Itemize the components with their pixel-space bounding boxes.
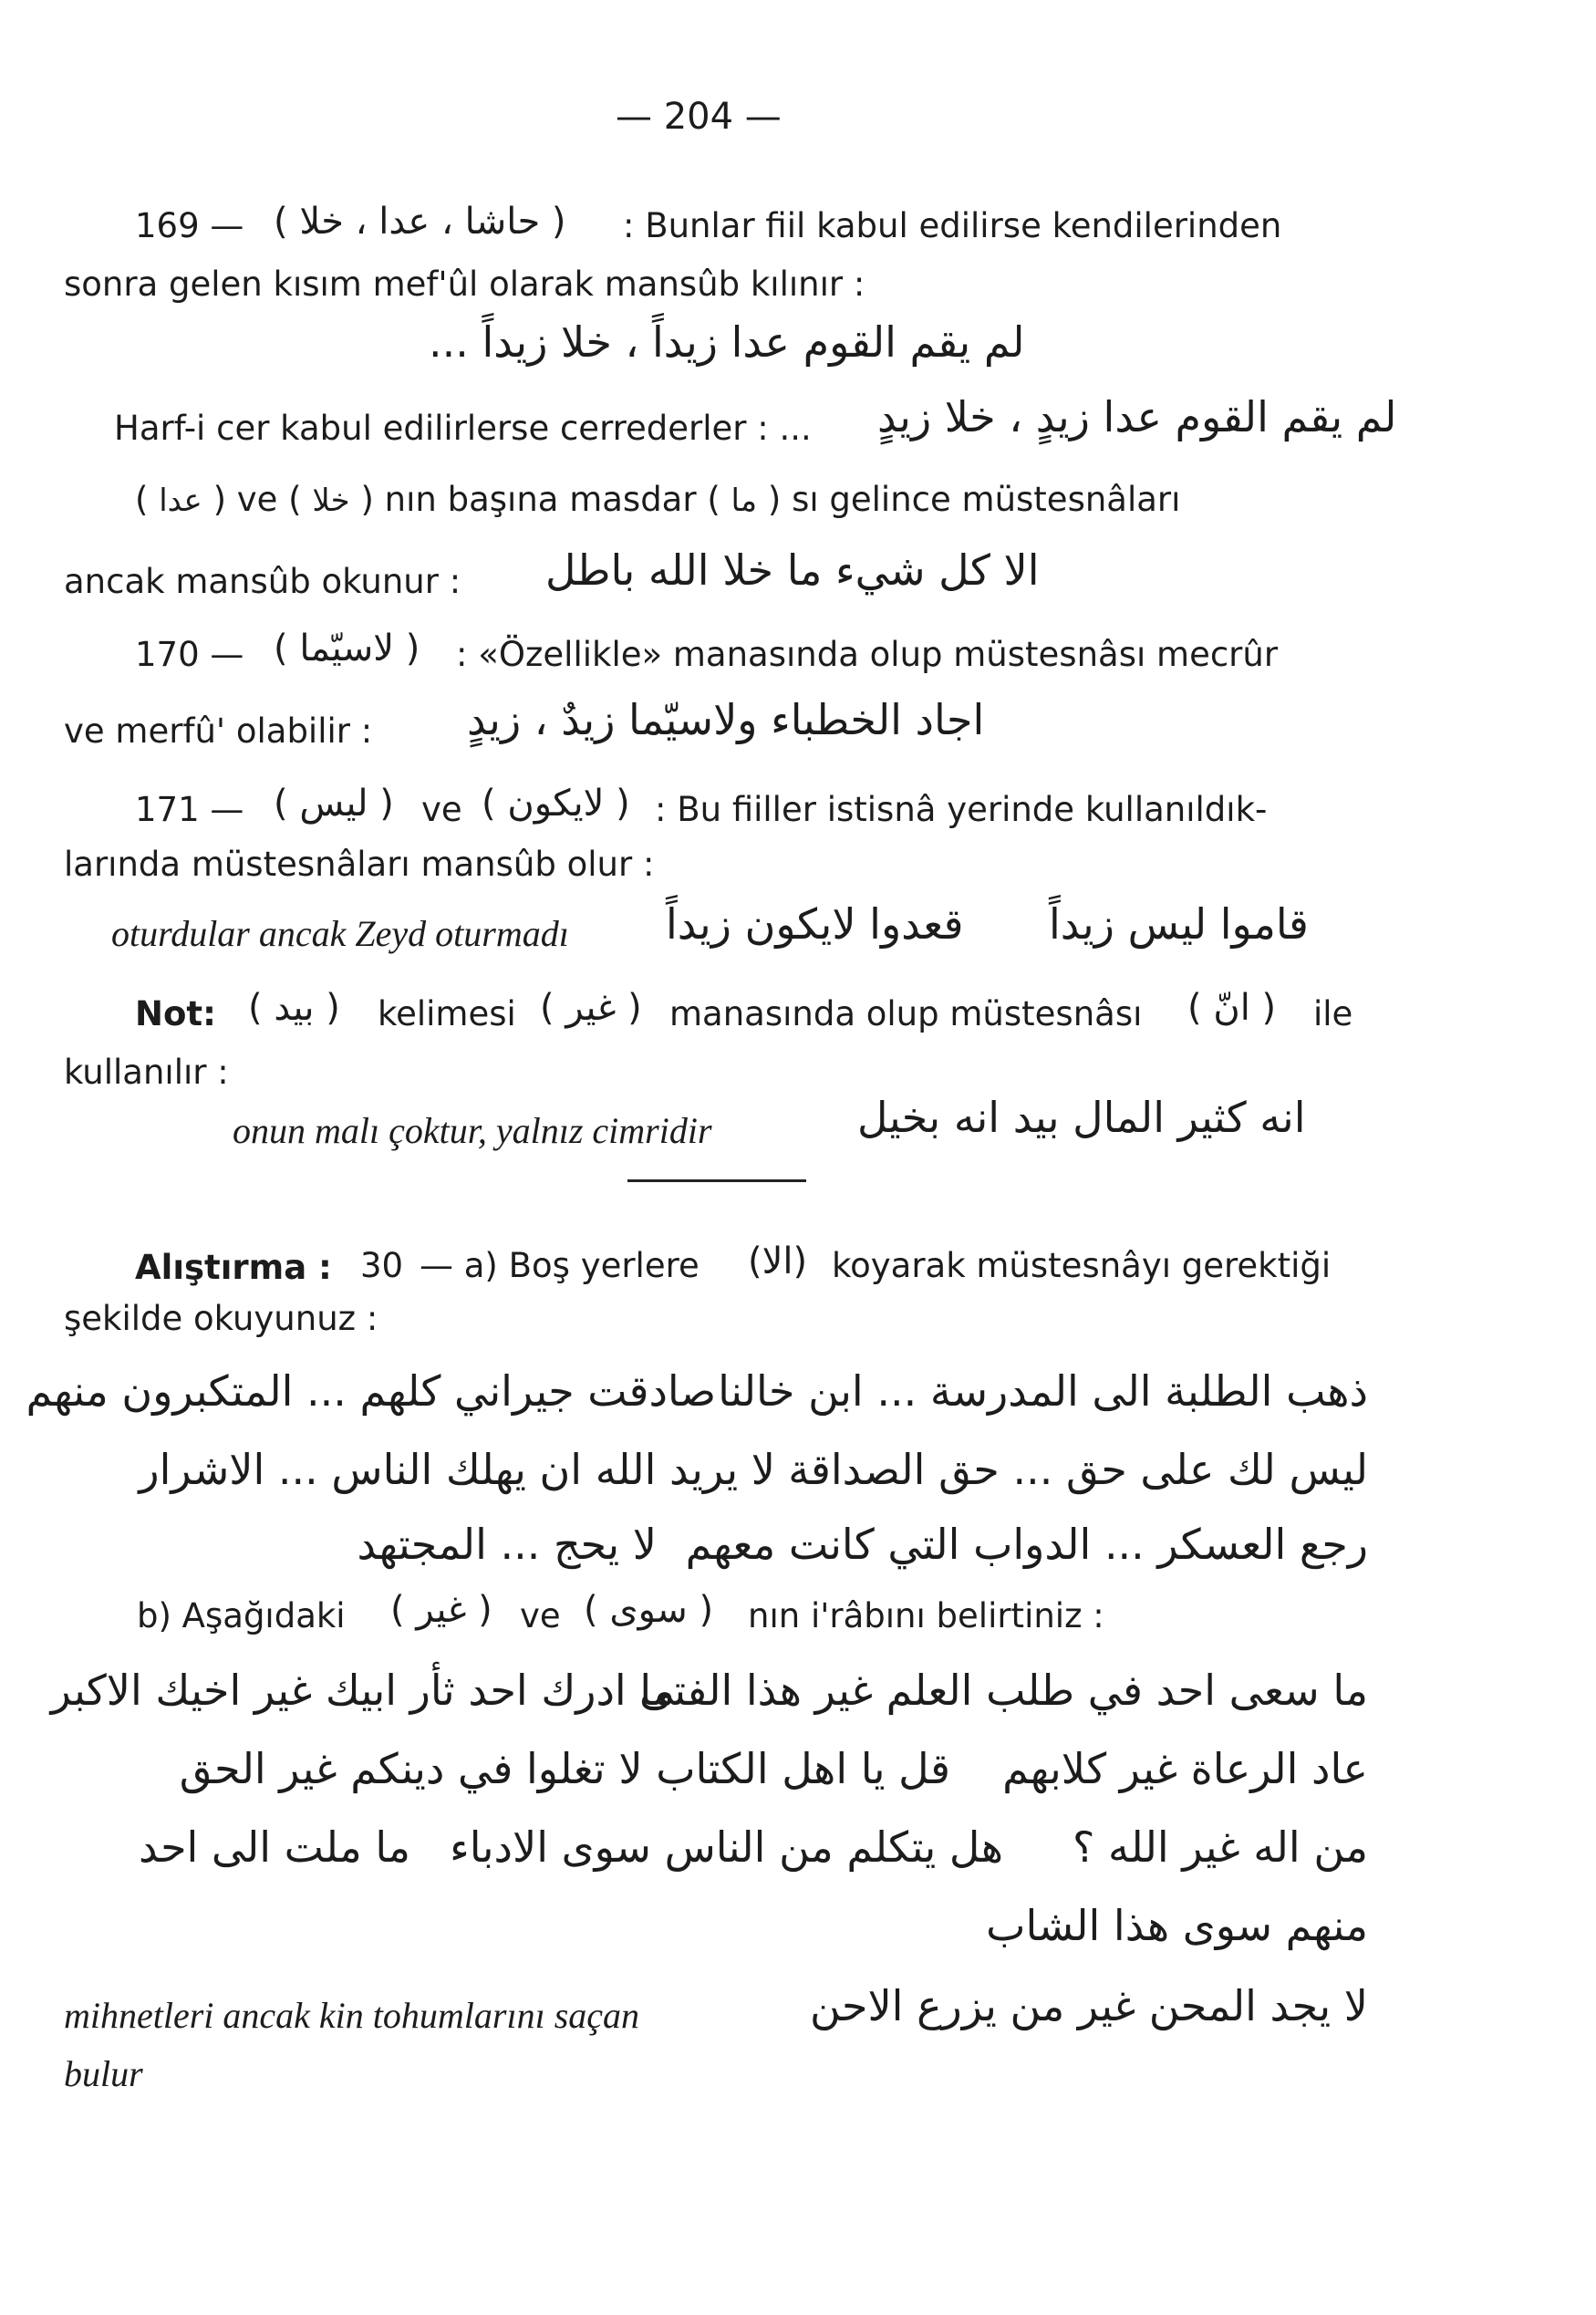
section-171-word-2: ( لايكون ) — [482, 783, 630, 825]
exercise-a-row-2-left: ليس لك على حق ... حق الصداقة — [788, 1445, 1368, 1494]
paren: ( — [135, 480, 149, 519]
word-ada: عدا — [159, 483, 202, 519]
section-171-example-arabic-1: قعدوا لايكون زيداً — [666, 899, 964, 949]
section-169-ancak-text: ancak mansûb okunur : — [64, 562, 461, 601]
exercise-text-a: — a) Boş yerlere — [420, 1246, 700, 1285]
section-169-text-1: : Bunlar fiil kabul edilirse kendilerinden — [623, 206, 1282, 245]
note-word-enne: ( انّ ) — [1187, 987, 1277, 1029]
exercise-final-turkish-2: bulur — [64, 2053, 143, 2094]
note-text-1: kelimesi — [378, 994, 516, 1033]
paren-ve: ) ve ( — [212, 480, 302, 519]
exercise-b-row-2-left: عاد الرعاة غير كلابهم — [1002, 1744, 1368, 1793]
section-divider — [627, 1179, 806, 1182]
exercise-b-row-3-right: ما ملت الى احد — [138, 1822, 410, 1872]
exercise-b-ve: ve — [520, 1596, 561, 1635]
note-text-4: kullanılır : — [64, 1053, 229, 1092]
section-171-text-2: larında müstesnâları mansûb olur : — [64, 845, 655, 884]
word-hala: خلا — [312, 483, 350, 519]
section-171-example-turkish: oturdular ancak Zeyd oturmadı — [111, 913, 569, 954]
section-171-example-arabic-2: قاموا ليس زيداً — [1049, 899, 1309, 949]
section-169-number: 169 — — [135, 206, 244, 245]
section-171-word-1: ( ليس ) — [274, 783, 394, 825]
exercise-label: Alıştırma : — [135, 1248, 332, 1287]
exercise-b-row-1-left: ما سعى احد في طلب العلم غير هذا الفتى — [638, 1666, 1368, 1715]
section-169-harf-example: لم يقم القوم عدا زيدٍ ، خلا زيدٍ — [877, 392, 1397, 441]
exercise-a-row-3-left: رجع العسكر ... الدواب التي كانت معهم — [685, 1520, 1368, 1569]
section-170-word: ( لاسيّما ) — [274, 628, 420, 670]
exercise-text-b: b) Aşağıdaki — [137, 1596, 346, 1635]
section-171-ve: ve — [421, 790, 462, 829]
exercise-b-row-4: منهم سوى هذا الشاب — [986, 1901, 1368, 1950]
section-171-text-1: : Bu fiiller istisnâ yerinde kullanıldık- — [655, 790, 1268, 829]
section-169-words: ( حاشا ، عدا ، خلا ) — [274, 201, 566, 243]
section-170-number: 170 — — [135, 635, 244, 674]
note-example-turkish: onun malı çoktur, yalnız cimridir — [233, 1110, 712, 1151]
exercise-a-row-1-right: صادقت جيراني كلهم ... المتكبرون منهم — [26, 1366, 716, 1416]
section-170-text-1: : «Özellikle» manasında olup müstesnâsı mecrûr — [456, 635, 1279, 674]
section-169-example: لم يقم القوم عدا زيداً ، خلا زيداً ... — [429, 317, 1025, 367]
exercise-a-row-3-right: لا يحج ... المجتهد — [357, 1520, 657, 1569]
note-word-gayr: ( غير ) — [540, 987, 642, 1029]
exercise-b-row-1-right: ما ادرك احد ثأر ابيك غير اخيك الاكبر — [50, 1666, 675, 1715]
note-label: Not: — [135, 994, 216, 1033]
exercise-text-a2: koyarak müstesnâyı gerektiği — [832, 1246, 1332, 1285]
exercise-b-row-2-right: قل يا اهل الكتاب لا تغلوا في دينكم غير الحق — [179, 1744, 950, 1793]
word-ma: ما — [731, 483, 758, 519]
section-169-ancak-example: الا كل شيء ما خلا الله باطل — [545, 545, 1040, 595]
section-169-harf-text: Harf-i cer kabul edilirlerse cerrederler : ... — [114, 409, 812, 448]
exercise-a-row-1-left: ذهب الطلبة الى المدرسة ... ابن خالنا — [718, 1366, 1368, 1416]
exercise-text-a3: şekilde okuyunuz : — [64, 1299, 378, 1338]
note-example-arabic: انه كثير المال بيد انه بخيل — [857, 1093, 1306, 1142]
masdar-text: ) nın başına masdar ( — [360, 480, 720, 519]
page-number: — 204 — — [616, 96, 782, 138]
exercise-b-text-2: nın i'râbını belirtiniz : — [748, 1596, 1104, 1635]
section-169-ma-line — [135, 480, 1180, 520]
exercise-final-turkish-1: mihnetleri ancak kin tohumlarını saçan — [64, 1995, 640, 2036]
exercise-number: 30 — [360, 1246, 404, 1285]
note-text-3: ile — [1313, 994, 1353, 1033]
section-170-text-2: ve merfû' olabilir : — [64, 711, 373, 751]
mustesna-text: ) sı gelince müstesnâları — [767, 480, 1181, 519]
exercise-b-row-3-middle: هل يتكلم من الناس سوى الادباء — [450, 1822, 1003, 1872]
section-170-example: اجاد الخطباء ولاسيّما زيدٌ ، زيدٍ — [467, 695, 985, 744]
exercise-b-row-3-left: من اله غير الله ؟ — [1072, 1822, 1368, 1872]
section-169-text-2: sonra gelen kısım mef'ûl olarak mansûb kılınır : — [64, 265, 865, 304]
exercise-b-word-gayr: ( غير ) — [390, 1589, 492, 1631]
exercise-a-row-2-right: لا يريد الله ان يهلك الناس ... الاشرار — [139, 1445, 775, 1494]
exercise-final-arabic: لا يجد المحن غير من يزرع الاحن — [810, 1981, 1368, 2030]
exercise-illa: (الا) — [748, 1241, 808, 1282]
note-word-beyd: ( بيد ) — [248, 987, 340, 1029]
section-171-number: 171 — — [135, 790, 244, 829]
exercise-b-word-siva: ( سوى ) — [584, 1589, 714, 1631]
note-text-2: manasında olup müstesnâsı — [669, 994, 1143, 1033]
